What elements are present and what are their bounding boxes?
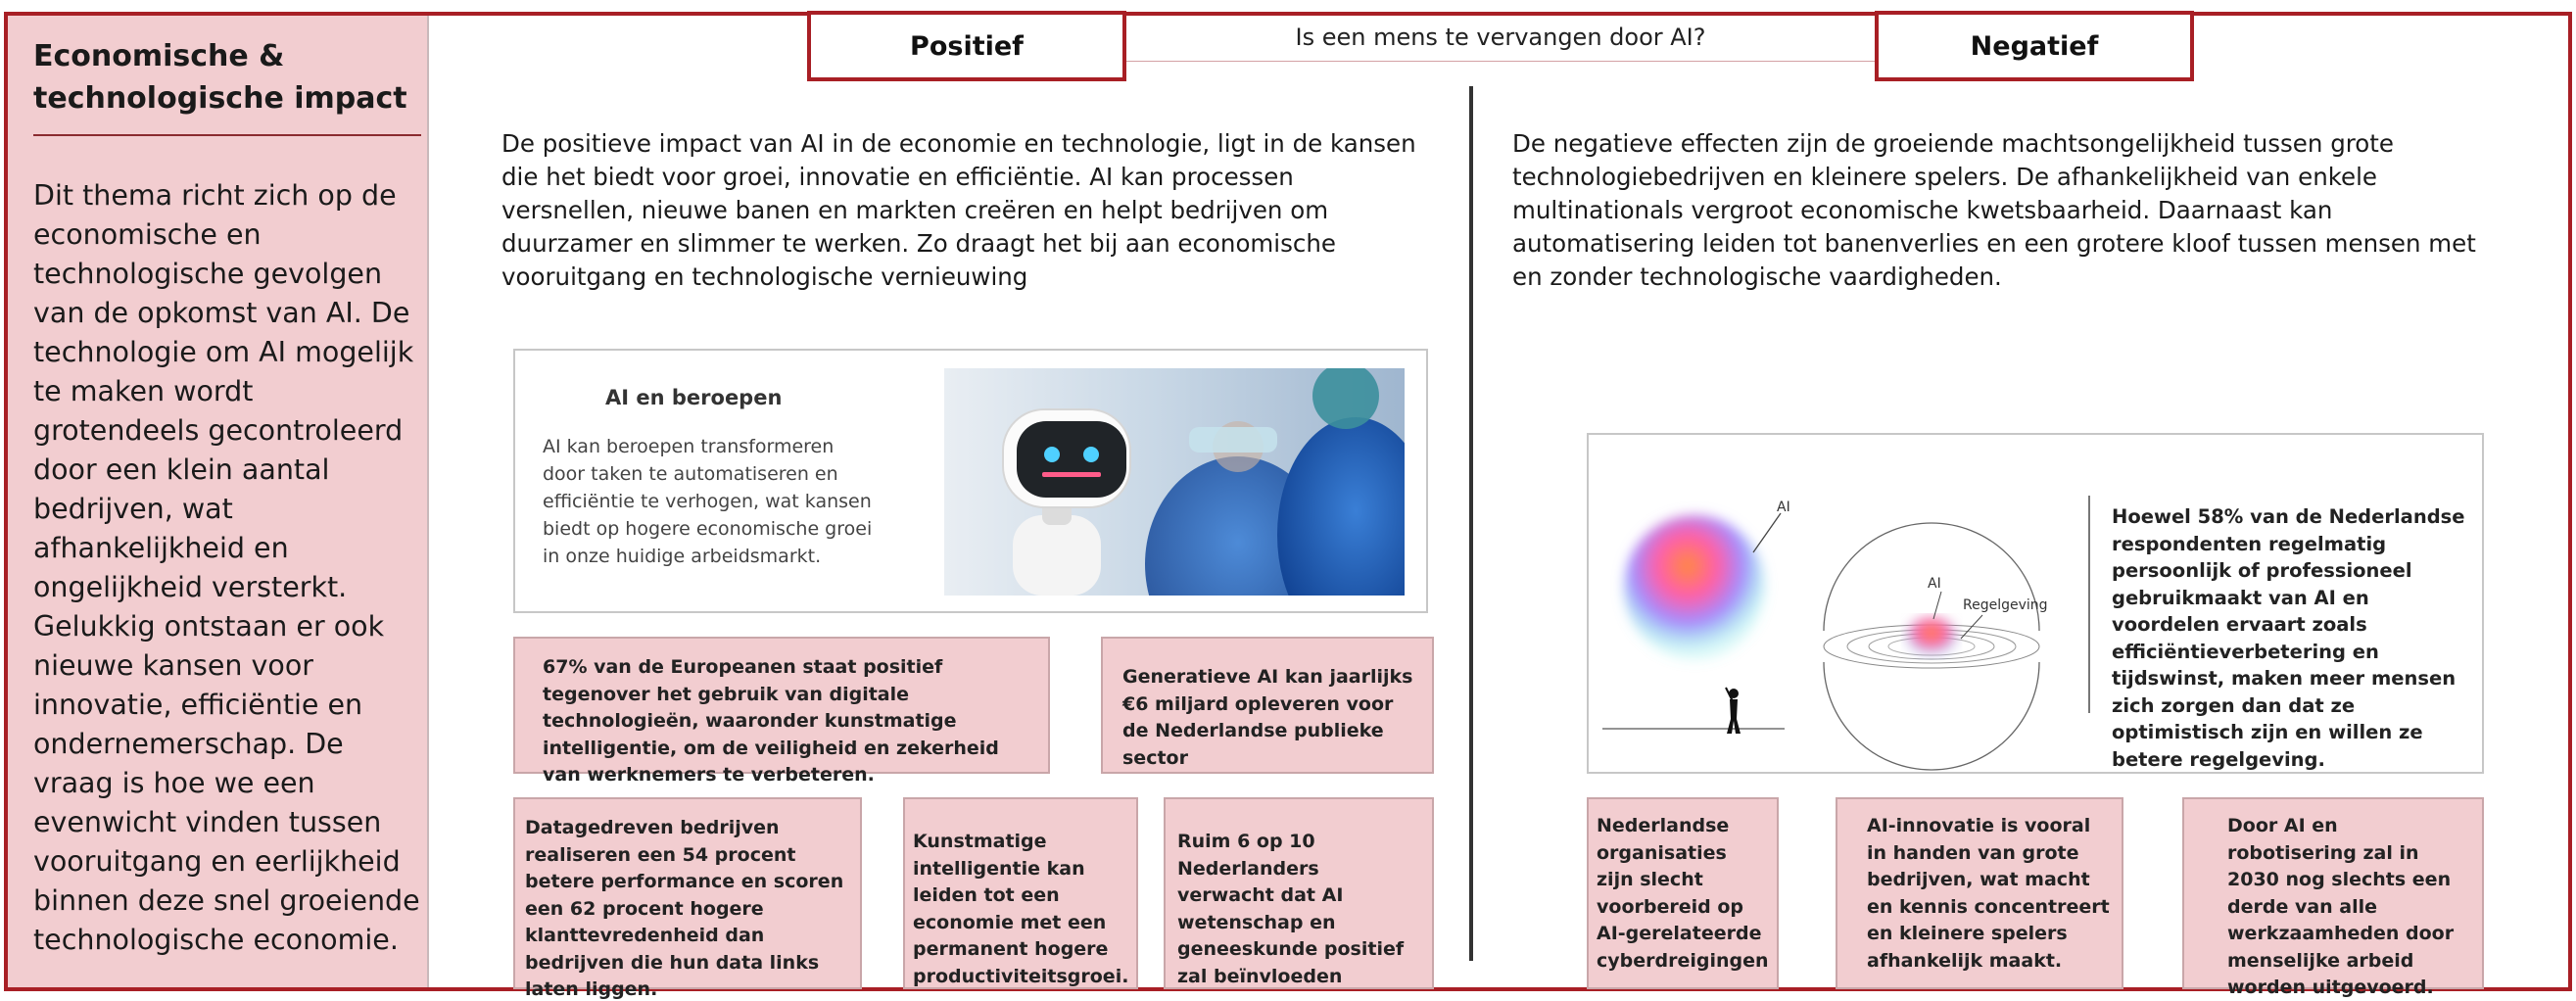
sidebar-title: Economische & technologische impact <box>33 39 407 116</box>
fact-box-europeanen <box>513 637 1050 786</box>
central-question: Is een mens te vervangen door AI? <box>1295 24 1706 51</box>
fact-box-productiviteit <box>903 797 1138 989</box>
fact-box-datagedreven <box>513 797 862 1000</box>
fact-datagedreven-text: Datagedreven bedrijven realiseren een 54 procent betere performance en scoren een 62 procent hogere klanttevredenheid dan bedrijven die hun data links laten liggen. <box>525 817 844 1000</box>
fact-geneeskunde-text: Ruim 6 op 10 Nederlanders verwacht dat AI wetenschap en geneeskunde positief zal beïnvloeden <box>1177 831 1405 987</box>
positive-intro: De positieve impact van AI in de economie en technologie, ligt in de kansen die het biedt voor groei, innovatie en efficiëntie. AI kan processen versnellen, nieuwe banen en markten creëren en helpt bedrijven om duurzamer en slimmer te werken. Zo draagt het bij aan economische vooruitgang en technologische vernieuwing <box>501 129 1416 291</box>
fact-generatieve-ai-text: Generatieve AI kan jaarlijks €6 miljard opleveren voor de Nederlandse publieke sector <box>1122 666 1413 769</box>
question-underline <box>1126 61 1875 62</box>
sidebar-description: Dit thema richt zich op de economische en technologische gevolgen van de opkomst van AI. De technologie om AI mogelijk te maken wordt grotendeels gecontroleerd door een klein aantal bedrijven, wat afhankelijkheid en ongelijkheid versterkt. Gelukkig ontstaan er ook nieuwe kansen voor innovatie, efficiëntie en ondernemerschap. De vraag is hoe we een evenwicht vinden tussen vooruitgang en eerlijkheid binnen deze snel groeiende technologische economie. <box>33 179 420 956</box>
ai-beroepen-title: AI en beroepen <box>605 386 783 409</box>
fact-robotisering-text: Door AI en robotisering zal in 2030 nog slechts een derde van alle werkzaamheden door menselijke arbeid worden uitgevoerd. <box>2227 815 2455 998</box>
ai-beroepen-text: AI kan beroepen transformeren door taken te automatiseren en efficiëntie te verhogen, wat kansen biedt op hogere economische groei in onze huidige arbeidsmarkt. <box>543 436 873 567</box>
theme-sidebar <box>8 16 429 987</box>
ai-regulation-card <box>1587 433 2484 774</box>
column-divider <box>1469 86 1473 961</box>
fact-box-cyberdreigingen <box>1587 797 1779 989</box>
label-ai-sphere: AI <box>1928 576 1941 592</box>
fact-innovatie-text: AI-innovatie is vooral in handen van grote bedrijven, wat macht en kennis concentreert en kleinere spelers afhankelijk maakt. <box>1867 815 2110 972</box>
robot-surgery-photo <box>944 368 1405 596</box>
fact-productiviteit-text: Kunstmatige intelligentie kan leiden tot een economie met een permanent hogere productiviteitsgroei. <box>913 831 1129 987</box>
tab-negatief[interactable]: Negatief <box>1875 11 2194 81</box>
ai-beroepen-card <box>513 349 1428 613</box>
label-regelgeving: Regelgeving <box>1963 597 2048 613</box>
fact-cyberdreigingen-text: Nederlandse organisaties zijn slecht voorbereid op AI-gerelateerde cyberdreigingen <box>1597 815 1769 972</box>
fact-box-innovatie <box>1836 797 2123 989</box>
sidebar-title-underline <box>33 134 421 136</box>
fact-box-robotisering <box>2182 797 2484 998</box>
fact-box-generatieve-ai <box>1101 637 1434 774</box>
robot-surgery-image <box>944 368 1405 596</box>
fact-box-geneeskunde <box>1164 797 1434 989</box>
label-ai-blob: AI <box>1777 500 1790 515</box>
illustration-separator <box>2088 496 2090 713</box>
negative-intro: De negatieve effecten zijn de groeiende machtsongelijkheid tussen grote technologiebedrijven en kleinere spelers. De afhankelijkheid van enkele multinationals vergroot economische kwetsbaarheid. Daarnaast kan automatisering leiden tot banenverlies en een grotere kloof tussen mensen met en zonder technologische vaardigheden. <box>1512 129 2476 291</box>
fact-europeanen-text: 67% van de Europeanen staat positief tegenover het gebruik van digitale technologieën, waaronder kunstmatige intelligentie, om de veiligheid en zekerheid van werknemers te verbeteren. <box>543 656 999 786</box>
regulation-survey-text: Hoewel 58% van de Nederlandse respondenten regelmatig persoonlijk of professioneel gebruikmaakt van AI en voordelen ervaart zoals efficiëntieverbetering en tijdswinst, maken meer mensen zich zorgen dan dat ze optimistisch zijn en willen ze betere regelgeving. <box>2112 505 2465 771</box>
tab-positief[interactable]: Positief <box>807 11 1126 81</box>
